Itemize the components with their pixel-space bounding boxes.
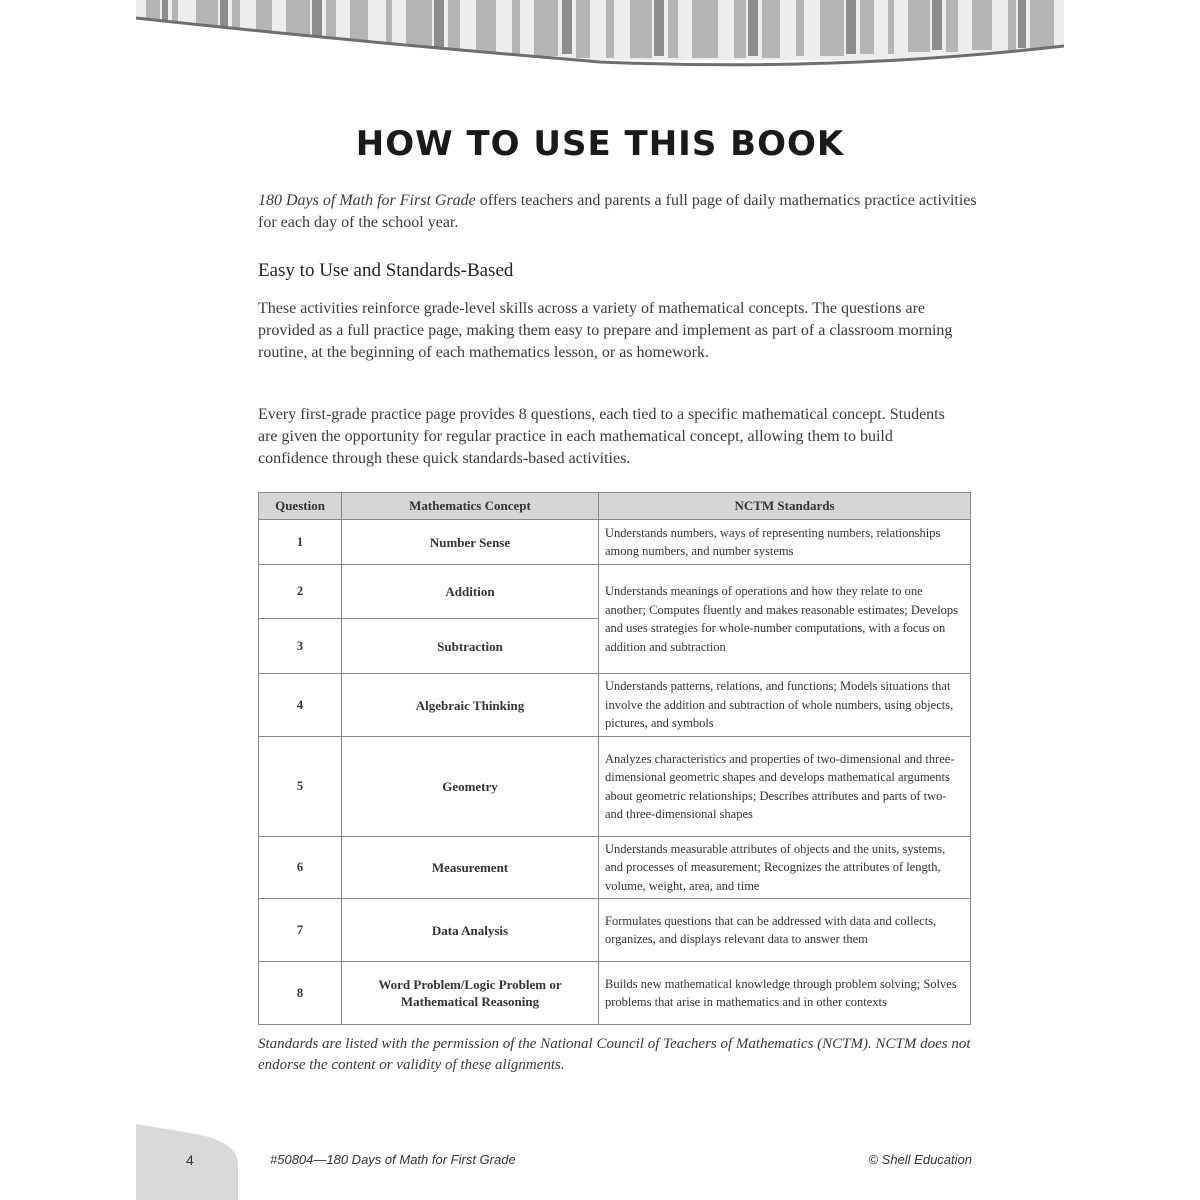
column-header-standards: NCTM Standards — [599, 493, 971, 520]
table-row — [259, 837, 971, 899]
table-row — [259, 565, 971, 619]
standard-cell: Understands measurable attributes of objects and the units, systems, and processes of measurement; Recognizes the attributes of length, volume, weight, area, and time — [599, 837, 971, 899]
question-number: 5 — [259, 737, 342, 837]
permission-footnote: Standards are listed with the permission of the National Council of Teachers of Mathematics (NCTM). NCTM does not endorse the content or validity of these alignments. — [258, 1036, 971, 1073]
standard-cell: Analyzes characteristics and properties of two-dimensional and three-dimensional geometric shapes and develops mathematical arguments about geometric relationships; Describes attributes and parts of two- and three-dimensional shapes — [599, 737, 971, 837]
standard-cell: Builds new mathematical knowledge through problem solving; Solves problems that arise in mathematics and in other contexts — [599, 962, 971, 1025]
question-number: 3 — [259, 619, 342, 674]
paragraph: Every first-grade practice page provides 8 questions, each tied to a specific mathematical concept. Students are given the opportunity for regular practice in each mathematical concept, allowing them to build confidence through these quick standards-based activities. — [258, 406, 945, 467]
concept-cell: Word Problem/Logic Problem or Mathematical Reasoning — [342, 962, 599, 1025]
book-title: 180 Days of Math for First Grade — [258, 192, 476, 209]
question-number: 4 — [259, 674, 342, 737]
concept-cell: Geometry — [342, 737, 599, 837]
paragraph: These activities reinforce grade-level skills across a variety of mathematical concepts. The questions are provided as a full practice page, making them easy to prepare and implement as part of a classroom morning routine, at the beginning of each mathematics lesson, or as homework. — [258, 300, 953, 361]
question-number: 1 — [259, 520, 342, 565]
table-row — [259, 962, 971, 1025]
standard-cell: Understands patterns, relations, and functions; Models situations that involve the addition and subtraction of whole numbers, using objects, pictures, and symbols — [599, 674, 971, 737]
concept-cell: Addition — [342, 565, 599, 619]
section-heading: Easy to Use and Standards-Based — [258, 260, 514, 281]
intro-paragraph — [258, 190, 978, 234]
table-header-row — [259, 493, 971, 520]
footer-publisher: © Shell Education — [868, 1152, 972, 1167]
book-page — [136, 0, 1064, 1200]
concept-cell: Data Analysis — [342, 899, 599, 962]
page-title: HOW TO USE THIS BOOK — [355, 124, 845, 164]
table-row — [259, 674, 971, 737]
table-row — [259, 737, 971, 837]
column-header-question: Question — [259, 493, 342, 520]
question-number: 7 — [259, 899, 342, 962]
table-row — [259, 899, 971, 962]
footer-product: #50804—180 Days of Math for First Grade — [270, 1152, 516, 1167]
question-number: 2 — [259, 565, 342, 619]
concept-cell: Number Sense — [342, 520, 599, 565]
question-number: 8 — [259, 962, 342, 1025]
intro-text: offers teachers and parents a full page of daily mathematics practice activities for each day of the school year. — [258, 192, 977, 231]
standard-cell: Formulates questions that can be addressed with data and collects, organizes, and displays relevant data to answer them — [599, 899, 971, 962]
table-row — [259, 520, 971, 565]
standard-cell: Understands numbers, ways of representing numbers, relationships among numbers, and number systems — [599, 520, 971, 565]
concept-cell: Measurement — [342, 837, 599, 899]
page-number: 4 — [186, 1152, 194, 1168]
question-number: 6 — [259, 837, 342, 899]
column-header-concept: Mathematics Concept — [342, 493, 599, 520]
standards-table — [258, 492, 971, 1025]
concept-cell: Algebraic Thinking — [342, 674, 599, 737]
concept-cell: Subtraction — [342, 619, 599, 674]
standard-cell: Understands meanings of operations and how they relate to one another; Computes fluently and makes reasonable estimates; Develops and uses strategies for whole-number computations, with a focus on addition and subtraction — [599, 565, 971, 674]
decorative-banner — [136, 0, 1064, 80]
